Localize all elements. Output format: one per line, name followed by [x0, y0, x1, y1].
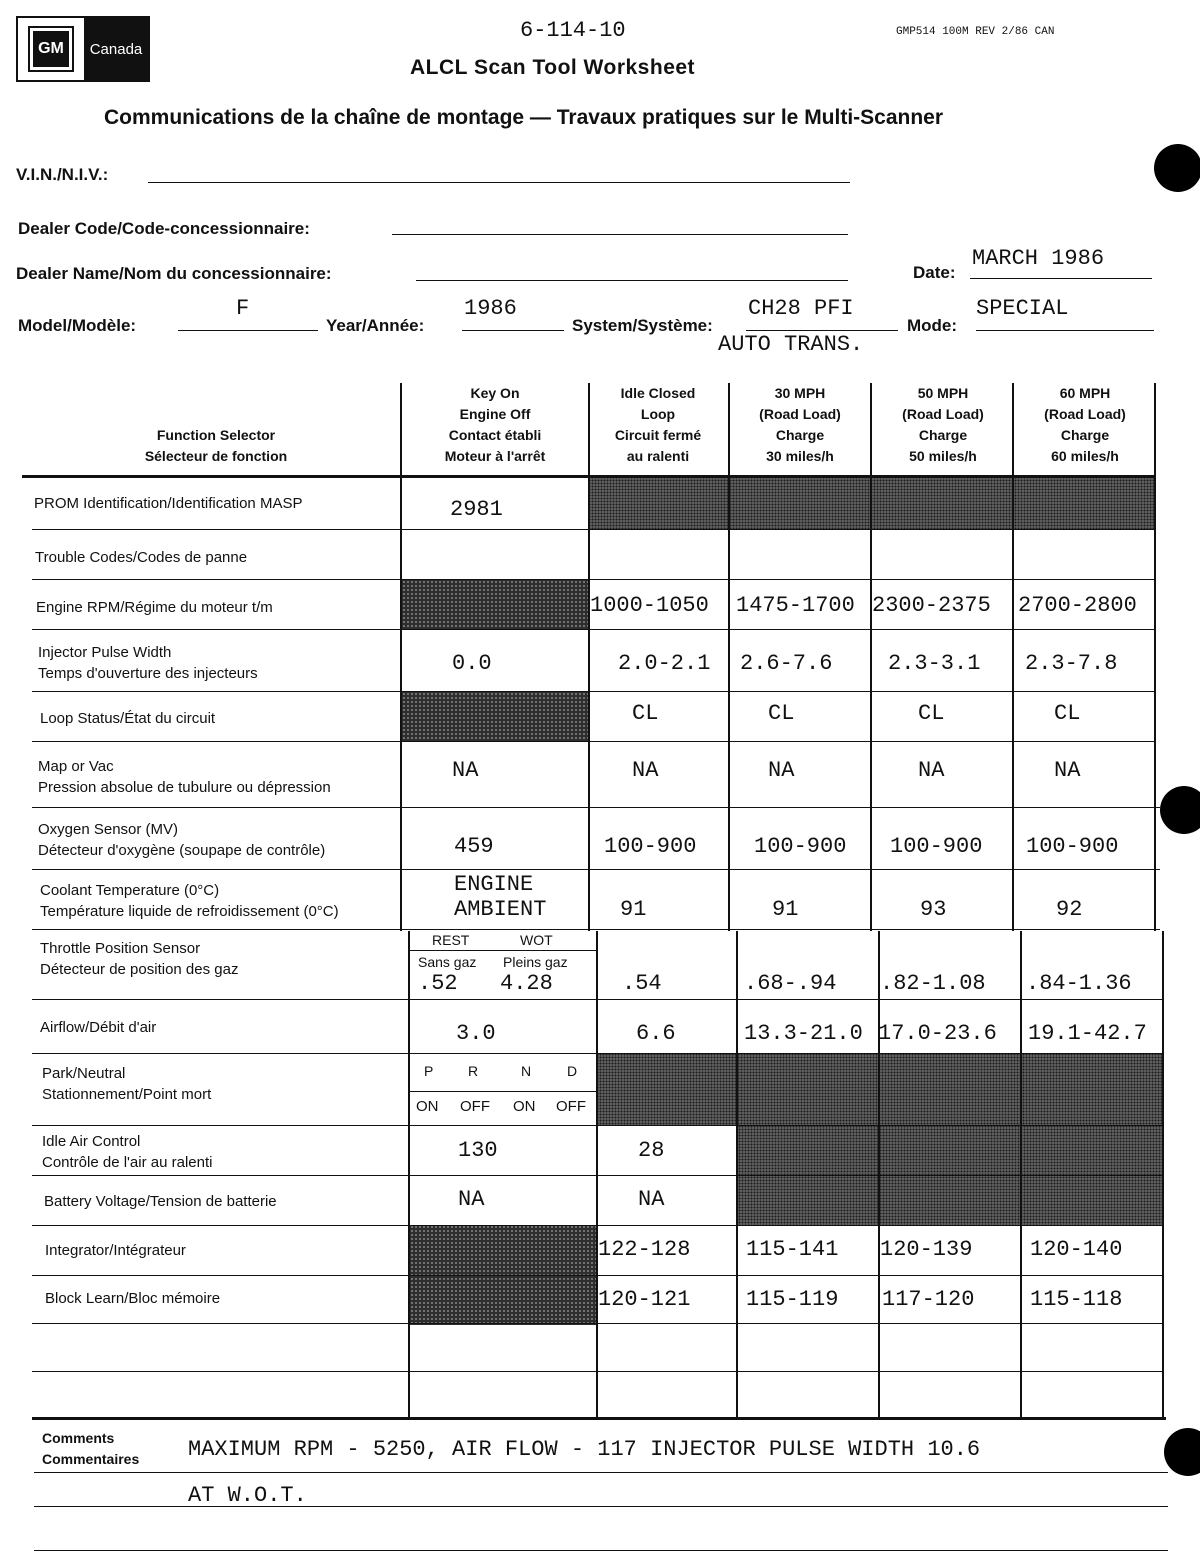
map-30[interactable]: NA [768, 758, 795, 783]
vline-key-on-b [408, 931, 410, 1419]
vin-label: V.I.N./N.I.V.: [16, 165, 109, 184]
col4-line3: Charge [918, 427, 968, 443]
row-label-integrator: Integrator/Intégrateur [45, 1242, 186, 1259]
rule-14 [32, 1275, 1164, 1276]
injector-label-en: Injector Pulse Width [38, 644, 172, 661]
row-label-oxygen [38, 819, 325, 861]
rule-7 [32, 869, 1160, 870]
rule-10 [32, 1053, 1164, 1054]
col1-line1: Key On [470, 385, 520, 401]
throttle-50[interactable]: .82-1.08 [880, 971, 986, 996]
rule-1 [32, 529, 1156, 530]
vline-50-b [878, 931, 880, 1419]
row-label-block: Block Learn/Bloc mémoire [45, 1290, 221, 1307]
rule-15 [32, 1323, 1164, 1324]
vline-30-a [728, 383, 730, 931]
row-label-throttle [40, 938, 238, 980]
binder-hole-top [1154, 144, 1200, 192]
col4-line4: 50 miles/h [909, 448, 977, 464]
vin-field[interactable] [148, 166, 850, 183]
integrator-50[interactable]: 120-139 [880, 1237, 973, 1262]
rule-5 [32, 741, 1156, 742]
col3-line1: 30 MPH [774, 385, 826, 401]
vline-50-a [870, 383, 872, 931]
col2-line1: Idle Closed [620, 385, 696, 401]
comments-rule-1 [34, 1456, 1168, 1473]
dealer-name-label: Dealer Name/Nom du concessionnaire: [16, 264, 332, 283]
loop-50[interactable]: CL [918, 701, 945, 726]
system-label: System/Système: [572, 316, 713, 335]
dealer-name-field[interactable] [416, 264, 848, 281]
oxygen-50[interactable]: 100-900 [890, 834, 983, 859]
gear-r-state[interactable]: OFF [460, 1098, 490, 1115]
model-label: Model/Modèle: [18, 316, 137, 335]
row-label-loop: Loop Status/État du circuit [40, 710, 216, 727]
col3-line3: Charge [775, 427, 825, 443]
throttle-wot-header: WOT [520, 932, 553, 948]
map-key-on[interactable]: NA [452, 758, 479, 783]
gear-n: N [521, 1063, 532, 1079]
row-label-rpm: Engine RPM/Régime du moteur t/m [36, 599, 273, 616]
loop-30[interactable]: CL [768, 701, 795, 726]
shade-rpm-key-on [402, 580, 588, 630]
injector-idle[interactable]: 2.0-2.1 [618, 651, 711, 676]
map-60[interactable]: NA [1054, 758, 1081, 783]
column-header-key-on [402, 383, 588, 467]
row-label-iac [42, 1131, 212, 1173]
mode-field[interactable] [976, 296, 1154, 331]
system-value: CH28 PFI [748, 296, 854, 321]
col2-line3: Circuit fermé [614, 427, 702, 443]
gear-d-state[interactable]: OFF [556, 1098, 586, 1115]
shade-prom [588, 476, 1156, 529]
airflow-60[interactable]: 19.1-42.7 [1028, 1021, 1147, 1046]
shade-loop-key-on [402, 692, 588, 742]
col5-line2: (Road Load) [1044, 406, 1126, 422]
block-idle[interactable]: 120-121 [598, 1287, 691, 1312]
binder-hole-middle [1160, 786, 1200, 834]
throttle-label-en: Throttle Position Sensor [40, 940, 201, 957]
column-header-30mph [730, 383, 870, 467]
map-label-fr: Pression absolue de tubulure ou dépression [38, 779, 331, 796]
battery-key-on[interactable]: NA [458, 1187, 485, 1212]
system-field[interactable] [746, 296, 898, 331]
row-label-trouble: Trouble Codes/Codes de panne [35, 549, 248, 566]
coolant-30[interactable]: 91 [772, 897, 799, 922]
dealer-code-field[interactable] [392, 218, 848, 235]
integrator-60[interactable]: 120-140 [1030, 1237, 1123, 1262]
mode-value: SPECIAL [976, 296, 1069, 321]
gear-p-state[interactable]: ON [416, 1098, 439, 1115]
rule-16 [32, 1371, 1164, 1372]
year-label: Year/Année: [326, 316, 425, 335]
coolant-idle[interactable]: 91 [620, 897, 647, 922]
col1-line2: Engine Off [459, 406, 531, 422]
page-subtitle: Communications de la chaîne de montage — Travaux pratiques sur le Multi-Scanner [104, 106, 944, 129]
model-field[interactable] [178, 296, 318, 331]
function-header-en: Function Selector [156, 427, 276, 443]
dealer-code-label: Dealer Code/Code-concessionnaire: [18, 219, 310, 238]
binder-hole-bottom [1164, 1428, 1200, 1476]
airflow-key-on[interactable]: 3.0 [456, 1021, 496, 1046]
map-label-en: Map or Vac [38, 758, 114, 775]
row-label-coolant [40, 880, 339, 922]
row-label-map [38, 756, 331, 798]
iac-label-en: Idle Air Control [42, 1133, 141, 1150]
column-header-60mph [1014, 383, 1156, 467]
iac-key-on[interactable]: 130 [458, 1138, 498, 1163]
throttle-rest-header: REST [432, 932, 470, 948]
column-header-50mph [872, 383, 1014, 467]
comments-label-fr: Commentaires [42, 1451, 140, 1467]
airflow-50[interactable]: 17.0-23.6 [878, 1021, 997, 1046]
gear-r: R [468, 1063, 479, 1079]
oxygen-label-fr: Détecteur d'oxygène (soupape de contrôle) [38, 842, 326, 859]
function-header-fr: Sélecteur de fonction [144, 448, 288, 464]
rpm-30[interactable]: 1475-1700 [736, 593, 855, 618]
row-label-prom: PROM Identification/Identification MASP [34, 495, 303, 512]
col2-line4: au ralenti [626, 448, 690, 464]
date-field[interactable] [970, 246, 1152, 279]
col1-line4: Moteur à l'arrêt [444, 448, 546, 464]
rule-10b [410, 1091, 596, 1092]
iac-idle[interactable]: 28 [638, 1138, 665, 1163]
block-30[interactable]: 115-119 [746, 1287, 839, 1312]
col4-line1: 50 MPH [917, 385, 969, 401]
throttle-30[interactable]: .68-.94 [744, 971, 837, 996]
col1-line3: Contact établi [448, 427, 542, 443]
comments-line-2[interactable]: AT W.O.T. [188, 1483, 307, 1508]
rule-17 [32, 1417, 1166, 1420]
row-label-injector [38, 642, 258, 684]
col4-line2: (Road Load) [902, 406, 984, 422]
comments-rule-2 [34, 1490, 1168, 1507]
loop-60[interactable]: CL [1054, 701, 1081, 726]
oxygen-idle[interactable]: 100-900 [604, 834, 697, 859]
block-60[interactable]: 115-118 [1030, 1287, 1123, 1312]
throttle-wot-fr: Pleins gaz [503, 954, 568, 970]
coolant-key-on-line2: AMBIENT [454, 897, 547, 922]
oxygen-30[interactable]: 100-900 [754, 834, 847, 859]
col2-line2: Loop [640, 406, 676, 422]
throttle-rest-value[interactable]: .52 [418, 971, 458, 996]
col3-line2: (Road Load) [759, 406, 841, 422]
rpm-idle[interactable]: 1000-1050 [590, 593, 709, 618]
block-50[interactable]: 117-120 [882, 1287, 975, 1312]
injector-key-on[interactable]: 0.0 [452, 651, 492, 676]
airflow-30[interactable]: 13.3-21.0 [744, 1021, 863, 1046]
year-value: 1986 [464, 296, 517, 321]
rule-11 [32, 1125, 1164, 1126]
row-label-park [42, 1063, 211, 1105]
coolant-label-fr: Température liquide de refroidissement (0°C) [40, 903, 339, 920]
gear-n-state[interactable]: ON [513, 1098, 536, 1115]
vline-60-b [1020, 931, 1022, 1419]
function-selector-header [32, 425, 400, 467]
page-title: ALCL Scan Tool Worksheet [410, 56, 696, 79]
injector-60[interactable]: 2.3-7.8 [1025, 651, 1118, 676]
integrator-30[interactable]: 115-141 [746, 1237, 839, 1262]
oxygen-60[interactable]: 100-900 [1026, 834, 1119, 859]
system-value-2: AUTO TRANS. [718, 332, 864, 357]
comments-rule-3 [34, 1534, 1168, 1551]
loop-idle[interactable]: CL [632, 701, 659, 726]
coolant-50[interactable]: 93 [920, 897, 947, 922]
model-value: F [236, 296, 250, 321]
vline-right-a [1154, 383, 1156, 931]
injector-30[interactable]: 2.6-7.6 [740, 651, 833, 676]
vline-30-b [736, 931, 738, 1419]
map-idle[interactable]: NA [632, 758, 659, 783]
prom-key-on[interactable]: 2981 [450, 497, 503, 522]
col5-line3: Charge [1060, 427, 1110, 443]
rule-8 [32, 929, 1160, 930]
col5-line1: 60 MPH [1059, 385, 1111, 401]
mode-label: Mode: [907, 316, 958, 335]
coolant-label-en: Coolant Temperature (0°C) [40, 882, 220, 899]
rpm-60[interactable]: 2700-2800 [1018, 593, 1137, 618]
coolant-key-on-line1: ENGINE [454, 872, 534, 897]
battery-idle[interactable]: NA [638, 1187, 665, 1212]
integrator-idle[interactable]: 122-128 [598, 1237, 691, 1262]
airflow-idle[interactable]: 6.6 [636, 1021, 676, 1046]
comments-label-en: Comments [42, 1430, 115, 1446]
coolant-60[interactable]: 92 [1056, 897, 1083, 922]
gm-canada-logo [16, 16, 150, 82]
vline-idle-b [596, 931, 598, 1419]
column-header-idle [588, 383, 728, 467]
throttle-idle[interactable]: .54 [622, 971, 662, 996]
gear-p: P [424, 1063, 434, 1079]
park-label-en: Park/Neutral [42, 1065, 126, 1082]
vline-right-b [1162, 931, 1164, 1419]
vline-60-a [1012, 383, 1014, 931]
rule-12 [32, 1175, 1164, 1176]
injector-50[interactable]: 2.3-3.1 [888, 651, 981, 676]
gm-logo-mark: GM [30, 28, 72, 70]
gear-d: D [567, 1063, 578, 1079]
col5-line4: 60 miles/h [1051, 448, 1119, 464]
iac-label-fr: Contrôle de l'air au ralenti [42, 1154, 213, 1171]
logo-country: Canada [84, 18, 148, 80]
col3-line4: 30 miles/h [766, 448, 834, 464]
rule-13 [32, 1225, 1164, 1226]
throttle-subrule [408, 950, 596, 951]
scan-table [32, 383, 1166, 1423]
vline-idle-a [588, 383, 590, 931]
rule-2 [32, 579, 1156, 580]
form-code: GMP514 100M REV 2/86 CAN [896, 26, 1055, 38]
oxygen-key-on[interactable]: 459 [454, 834, 494, 859]
date-label: Date: [913, 263, 956, 282]
rule-6 [32, 807, 1160, 808]
shade-park [596, 1053, 1164, 1125]
throttle-label-fr: Détecteur de position des gaz [40, 961, 239, 978]
row-label-airflow: Airflow/Débit d'air [40, 1019, 157, 1036]
throttle-wot-value[interactable]: 4.28 [500, 971, 553, 996]
map-50[interactable]: NA [918, 758, 945, 783]
vline-key-on-a [400, 383, 402, 931]
injector-label-fr: Temps d'ouverture des injecteurs [38, 665, 258, 682]
park-label-fr: Stationnement/Point mort [42, 1086, 212, 1103]
comments-line-1[interactable]: MAXIMUM RPM - 5250, AIR FLOW - 117 INJECTOR PULSE WIDTH 10.6 [188, 1437, 981, 1462]
rule-3 [32, 629, 1156, 630]
throttle-rest-fr: Sans gaz [418, 954, 477, 970]
throttle-60[interactable]: .84-1.36 [1026, 971, 1132, 996]
row-label-battery: Battery Voltage/Tension de batterie [44, 1193, 277, 1210]
rule-4 [32, 691, 1156, 692]
form-number: 6-114-10 [520, 18, 626, 43]
oxygen-label-en: Oxygen Sensor (MV) [38, 821, 179, 838]
coolant-key-on[interactable] [454, 872, 546, 922]
year-field[interactable] [462, 296, 564, 331]
rpm-50[interactable]: 2300-2375 [872, 593, 991, 618]
date-value: MARCH 1986 [972, 246, 1105, 271]
